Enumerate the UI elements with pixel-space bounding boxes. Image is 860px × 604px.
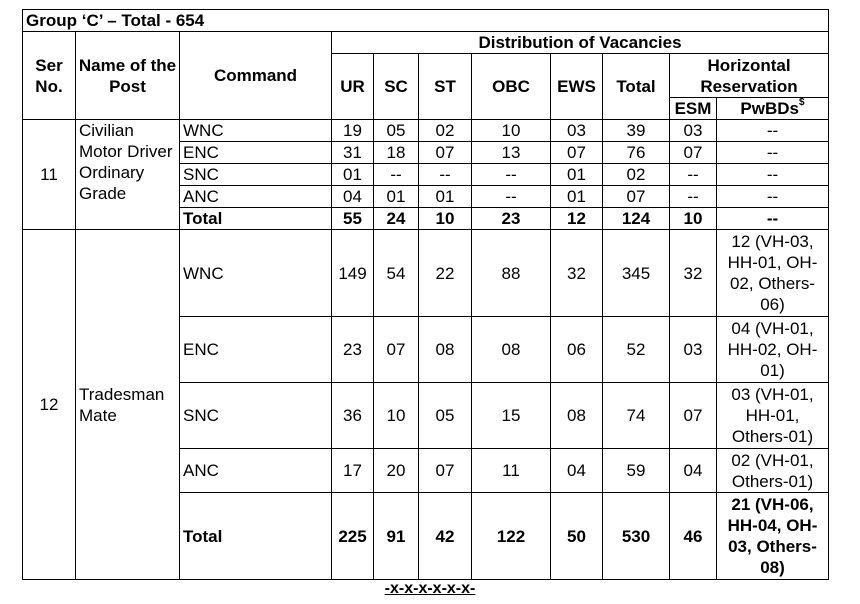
ur-cell: 149 <box>332 230 374 317</box>
header-ser-no: Ser No. <box>23 32 76 120</box>
st-cell: 01 <box>419 186 472 208</box>
sc-total: 91 <box>374 493 419 580</box>
sc-cell: 10 <box>374 383 419 449</box>
command-cell: WNC <box>180 230 332 317</box>
sc-cell: -- <box>374 164 419 186</box>
st-cell: 05 <box>419 383 472 449</box>
pwbd-cell: -- <box>717 120 829 142</box>
header-command: Command <box>180 32 332 120</box>
ur-cell: 17 <box>332 449 374 493</box>
sc-cell: 18 <box>374 142 419 164</box>
obc-cell: -- <box>472 186 551 208</box>
obc-cell: 11 <box>472 449 551 493</box>
total-row-label: Total <box>180 208 332 230</box>
post-12-name: Tradesman Mate <box>76 230 180 580</box>
pwbd-cell: -- <box>717 142 829 164</box>
total-cell: 07 <box>603 186 670 208</box>
ews-cell: 07 <box>551 142 603 164</box>
ur-cell: 01 <box>332 164 374 186</box>
total-cell: 74 <box>603 383 670 449</box>
group-title: Group ‘C’ – Total - 654 <box>23 10 829 32</box>
ur-cell: 31 <box>332 142 374 164</box>
esm-cell: 32 <box>670 230 717 317</box>
total-cell: 52 <box>603 317 670 383</box>
esm-cell: 07 <box>670 142 717 164</box>
header-ews: EWS <box>551 54 603 120</box>
pwbd-total: 21 (VH-06, HH-04, OH-03, Others-08) <box>717 493 829 580</box>
st-cell: 07 <box>419 449 472 493</box>
pwbd-cell: 03 (VH-01, HH-01, Others-01) <box>717 383 829 449</box>
grand-total: 530 <box>603 493 670 580</box>
post-12-ser: 12 <box>23 230 76 580</box>
st-cell: -- <box>419 164 472 186</box>
ur-total: 225 <box>332 493 374 580</box>
st-total: 42 <box>419 493 472 580</box>
ews-cell: 06 <box>551 317 603 383</box>
sc-cell: 07 <box>374 317 419 383</box>
pwbd-cell: -- <box>717 164 829 186</box>
obc-total: 23 <box>472 208 551 230</box>
total-cell: 39 <box>603 120 670 142</box>
esm-total: 10 <box>670 208 717 230</box>
obc-cell: 13 <box>472 142 551 164</box>
command-cell: ENC <box>180 317 332 383</box>
pwbd-total: -- <box>717 208 829 230</box>
ews-cell: 01 <box>551 164 603 186</box>
total-cell: 02 <box>603 164 670 186</box>
header-st: ST <box>419 54 472 120</box>
sc-cell: 01 <box>374 186 419 208</box>
ur-cell: 04 <box>332 186 374 208</box>
st-cell: 02 <box>419 120 472 142</box>
pwbd-cell: 12 (VH-03, HH-01, OH-02, Others-06) <box>717 230 829 317</box>
ur-cell: 19 <box>332 120 374 142</box>
esm-total: 46 <box>670 493 717 580</box>
post-11-ser: 11 <box>23 120 76 230</box>
ur-cell: 23 <box>332 317 374 383</box>
ews-cell: 03 <box>551 120 603 142</box>
ews-cell: 08 <box>551 383 603 449</box>
ews-cell: 04 <box>551 449 603 493</box>
esm-cell: -- <box>670 186 717 208</box>
st-cell: 07 <box>419 142 472 164</box>
sc-cell: 20 <box>374 449 419 493</box>
header-pwbd-sup: $ <box>799 97 805 108</box>
command-cell: ANC <box>180 449 332 493</box>
esm-cell: 03 <box>670 120 717 142</box>
obc-cell: 08 <box>472 317 551 383</box>
obc-cell: 88 <box>472 230 551 317</box>
command-cell: SNC <box>180 383 332 449</box>
obc-total: 122 <box>472 493 551 580</box>
header-pwbd-label: PwBDs <box>740 99 799 118</box>
st-total: 10 <box>419 208 472 230</box>
st-cell: 08 <box>419 317 472 383</box>
end-marker: -x-x-x-x-x-x- <box>384 580 476 597</box>
command-cell: ENC <box>180 142 332 164</box>
header-name-of-post: Name of the Post <box>76 32 180 120</box>
ur-total: 55 <box>332 208 374 230</box>
sc-cell: 54 <box>374 230 419 317</box>
header-total: Total <box>603 54 670 120</box>
vacancy-table <box>22 9 829 580</box>
total-row-label: Total <box>180 493 332 580</box>
header-esm: ESM <box>670 98 717 120</box>
total-cell: 59 <box>603 449 670 493</box>
grand-total: 124 <box>603 208 670 230</box>
post-11-name: Civilian Motor Driver Ordinary Grade <box>76 120 180 230</box>
ur-cell: 36 <box>332 383 374 449</box>
header-horizontal-reservation: Horizontal Reservation <box>670 54 829 98</box>
obc-cell: 15 <box>472 383 551 449</box>
total-cell: 76 <box>603 142 670 164</box>
ews-cell: 32 <box>551 230 603 317</box>
command-cell: ANC <box>180 186 332 208</box>
obc-cell: 10 <box>472 120 551 142</box>
header-distribution: Distribution of Vacancies <box>332 32 829 54</box>
ews-total: 50 <box>551 493 603 580</box>
ews-total: 12 <box>551 208 603 230</box>
st-cell: 22 <box>419 230 472 317</box>
sc-cell: 05 <box>374 120 419 142</box>
header-sc: SC <box>374 54 419 120</box>
command-cell: SNC <box>180 164 332 186</box>
command-cell: WNC <box>180 120 332 142</box>
total-cell: 345 <box>603 230 670 317</box>
ews-cell: 01 <box>551 186 603 208</box>
sc-total: 24 <box>374 208 419 230</box>
esm-cell: 07 <box>670 383 717 449</box>
header-pwbd <box>717 98 829 120</box>
header-ur: UR <box>332 54 374 120</box>
esm-cell: 04 <box>670 449 717 493</box>
esm-cell: -- <box>670 164 717 186</box>
pwbd-cell: 04 (VH-01, HH-02, OH-01) <box>717 317 829 383</box>
pwbd-cell: 02 (VH-01, Others-01) <box>717 449 829 493</box>
header-obc: OBC <box>472 54 551 120</box>
esm-cell: 03 <box>670 317 717 383</box>
obc-cell: -- <box>472 164 551 186</box>
pwbd-cell: -- <box>717 186 829 208</box>
